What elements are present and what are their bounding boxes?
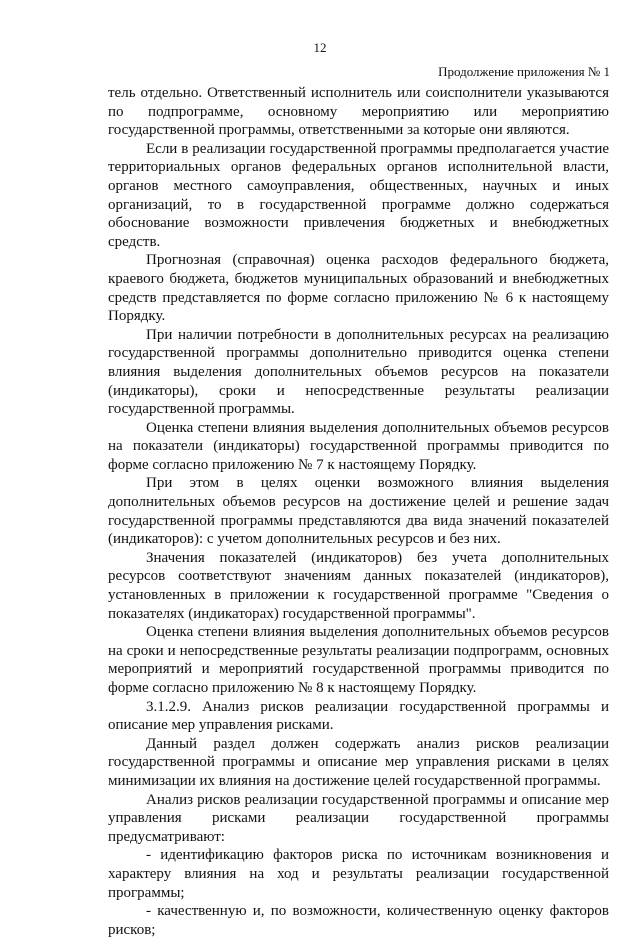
paragraph: При наличии потребности в дополнительных ресурсах на реализацию государственной программы дополнительно приводится оценка степени влияния выделения дополнительных объемов ресурсов на показатели (индикаторы), сроки и непосредственные результаты реализации государственной программы.	[108, 326, 609, 418]
paragraph: Оценка степени влияния выделения дополнительных объемов ресурсов на показатели (индикаторы) государственной программы приводится по форме согласно приложению № 7 к настоящему Порядку.	[108, 419, 609, 473]
section-heading: 3.1.2.9. Анализ рисков реализации государственной программы и описание мер управления рисками.	[108, 698, 609, 734]
paragraph: тель отдельно. Ответственный исполнитель или соисполнители указываются по подпрограмме, основному мероприятию или мероприятию государственной программы, ответственными за которые они являются.	[108, 85, 609, 139]
list-item: - идентификацию факторов риска по источникам возникновения и характеру влияния на ход и результаты реализации государственной программы;	[108, 847, 609, 901]
paragraph: Прогнозная (справочная) оценка расходов федерального бюджета, краевого бюджета, бюджетов муниципальных образований и внебюджетных средств представляется по форме согласно приложению № 6 к настоящему Порядку.	[108, 252, 609, 325]
paragraph: Данный раздел должен содержать анализ рисков реализации государственной программы и описание мер управления рисками в целях минимизации их влияния на достижение целей государственной программы.	[108, 735, 609, 789]
list-item: - качественную и, по возможности, количественную оценку факторов рисков;	[108, 903, 609, 938]
document-body	[108, 84, 609, 939]
paragraph: Значения показателей (индикаторов) без учета дополнительных ресурсов соответствуют значениям данных показателей (индикаторов), установленных в приложении к государственной программе "Сведения о показателях (индикаторах) государственной программы".	[108, 549, 609, 622]
paragraph: При этом в целях оценки возможного влияния выделения дополнительных объемов ресурсов на достижение целей и решение задач государственной программы представляются два вида значений показателей (индикаторов): с учетом дополнительных ресурсов и без них.	[108, 475, 609, 548]
appendix-continuation-label: Продолжение приложения № 1	[438, 64, 610, 79]
paragraph: Если в реализации государственной программы предполагается участие территориальных органов федеральных органов исполнительной власти, органов местного самоуправления, общественных, научных и иных организаций, то в государственной программе должно содержаться обоснование возможности привлечения бюджетных и внебюджетных средств.	[108, 140, 609, 250]
paragraph: Оценка степени влияния выделения дополнительных объемов ресурсов на сроки и непосредственные результаты реализации подпрограмм, основных мероприятий и мероприятий государственной программы приводится по форме согласно приложению № 8 к настоящему Порядку.	[108, 624, 609, 696]
paragraph: Анализ рисков реализации государственной программы и описание мер управления рисками реализации государственной программы предусматривают:	[108, 791, 609, 845]
page-number: 12	[313, 40, 327, 55]
